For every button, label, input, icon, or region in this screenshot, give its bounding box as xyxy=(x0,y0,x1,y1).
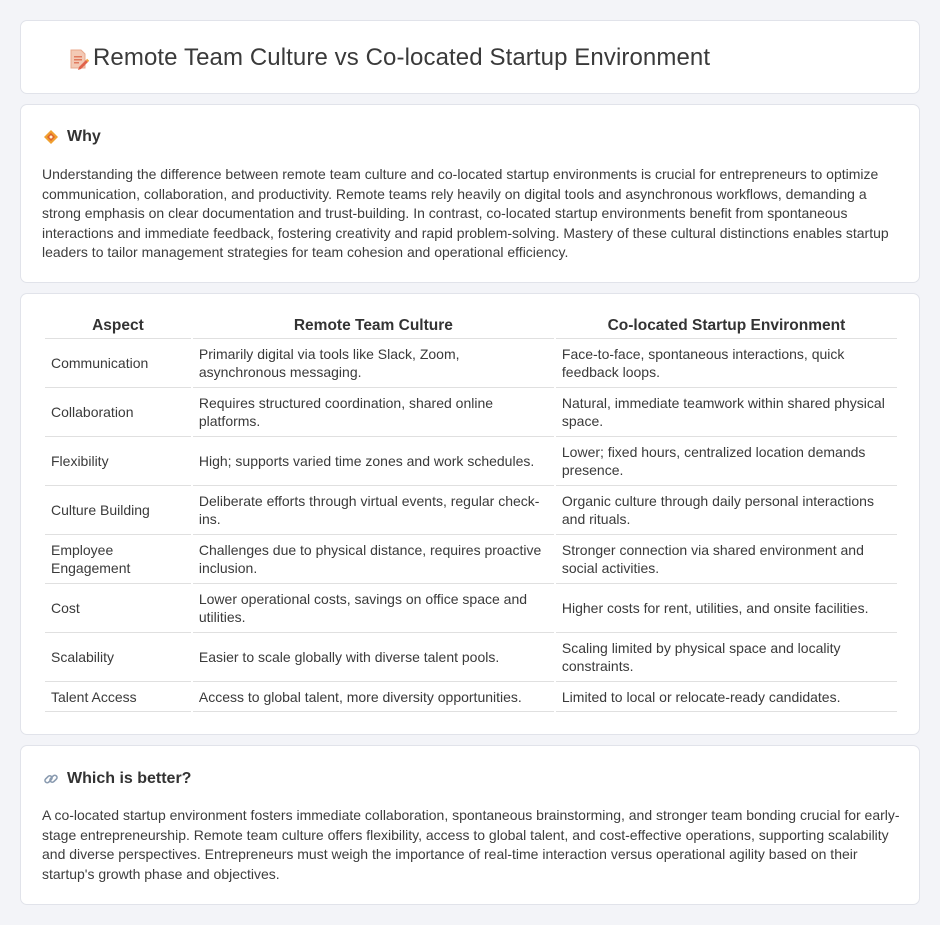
table-row xyxy=(45,339,897,388)
which-is-better-section xyxy=(20,745,920,905)
aspect-cell: Communication xyxy=(45,339,191,388)
remote-cell: Challenges due to physical distance, requires proactive inclusion. xyxy=(193,535,554,584)
better-heading-row xyxy=(43,769,191,789)
why-heading: Why xyxy=(67,128,101,145)
remote-cell: Requires structured coordination, shared online platforms. xyxy=(193,388,554,437)
table-header-row xyxy=(45,315,897,339)
why-heading-row xyxy=(43,127,101,147)
colocated-cell: Limited to local or relocate-ready candidates. xyxy=(556,682,897,712)
remote-cell: Deliberate efforts through virtual events, regular check-ins. xyxy=(193,486,554,535)
comparison-table xyxy=(43,315,899,712)
table-row xyxy=(45,437,897,486)
colocated-cell: Face-to-face, spontaneous interactions, quick feedback loops. xyxy=(556,339,897,388)
aspect-cell: Flexibility xyxy=(45,437,191,486)
table-row xyxy=(45,388,897,437)
aspect-cell: Scalability xyxy=(45,633,191,682)
colocated-cell: Scaling limited by physical space and locality constraints. xyxy=(556,633,897,682)
column-header-colocated: Co-located Startup Environment xyxy=(556,315,897,339)
remote-cell: Easier to scale globally with diverse talent pools. xyxy=(193,633,554,682)
table-row xyxy=(45,486,897,535)
better-heading: Which is better? xyxy=(67,770,192,787)
colocated-cell: Stronger connection via shared environment and social activities. xyxy=(556,535,897,584)
table-row xyxy=(45,535,897,584)
colocated-cell: Higher costs for rent, utilities, and onsite facilities. xyxy=(556,584,897,633)
why-text: Understanding the difference between remote team culture and co-located startup environments is crucial for entrepreneurs to optimize communication, collaboration, and productivity. Remote teams rely heavily on digital tools and asynchronous workflows, demanding a strong emphasis on clear documentation and trust-building. In contrast, co-located startup environments benefit from spontaneous interactions and immediate feedback, fostering creativity and rapid problem-solving. Mastery of these cultural distinctions enables startup leaders to tailor management strategies for team cohesion and operational efficiency. xyxy=(42,166,889,260)
colocated-cell: Natural, immediate teamwork within shared physical space. xyxy=(556,388,897,437)
table-row xyxy=(45,682,897,712)
aspect-cell: Collaboration xyxy=(45,388,191,437)
remote-cell: Lower operational costs, savings on office space and utilities. xyxy=(193,584,554,633)
comparison-table-card xyxy=(20,293,920,735)
header-card xyxy=(20,20,920,94)
aspect-cell: Talent Access xyxy=(45,682,191,712)
remote-cell: High; supports varied time zones and work schedules. xyxy=(193,437,554,486)
table-row xyxy=(45,633,897,682)
diamond-icon xyxy=(43,129,59,145)
why-section xyxy=(20,104,920,283)
table-row xyxy=(45,584,897,633)
column-header-remote: Remote Team Culture xyxy=(193,315,554,339)
colocated-cell: Organic culture through daily personal interactions and rituals. xyxy=(556,486,897,535)
colocated-cell: Lower; fixed hours, centralized location demands presence. xyxy=(556,437,897,486)
aspect-cell: Employee Engagement xyxy=(45,535,191,584)
column-header-aspect: Aspect xyxy=(45,315,191,339)
better-text: A co-located startup environment fosters immediate collaboration, spontaneous brainstorming, and stronger team bonding crucial for early-stage entrepreneurship. Remote team culture offers flexibility, access to global talent, and cost-effective operations, supporting scalability and diverse perspectives. Entrepreneurs must weigh the importance of real-time interaction versus operational agility based on their startup's growth phase and objectives. xyxy=(42,807,900,882)
aspect-cell: Cost xyxy=(45,584,191,633)
document-pencil-icon xyxy=(67,48,89,70)
page-title: Remote Team Culture vs Co-located Startup Environment xyxy=(93,44,711,71)
remote-cell: Access to global talent, more diversity opportunities. xyxy=(193,682,554,712)
remote-cell: Primarily digital via tools like Slack, Zoom, asynchronous messaging. xyxy=(193,339,554,388)
aspect-cell: Culture Building xyxy=(45,486,191,535)
link-icon xyxy=(43,771,59,787)
